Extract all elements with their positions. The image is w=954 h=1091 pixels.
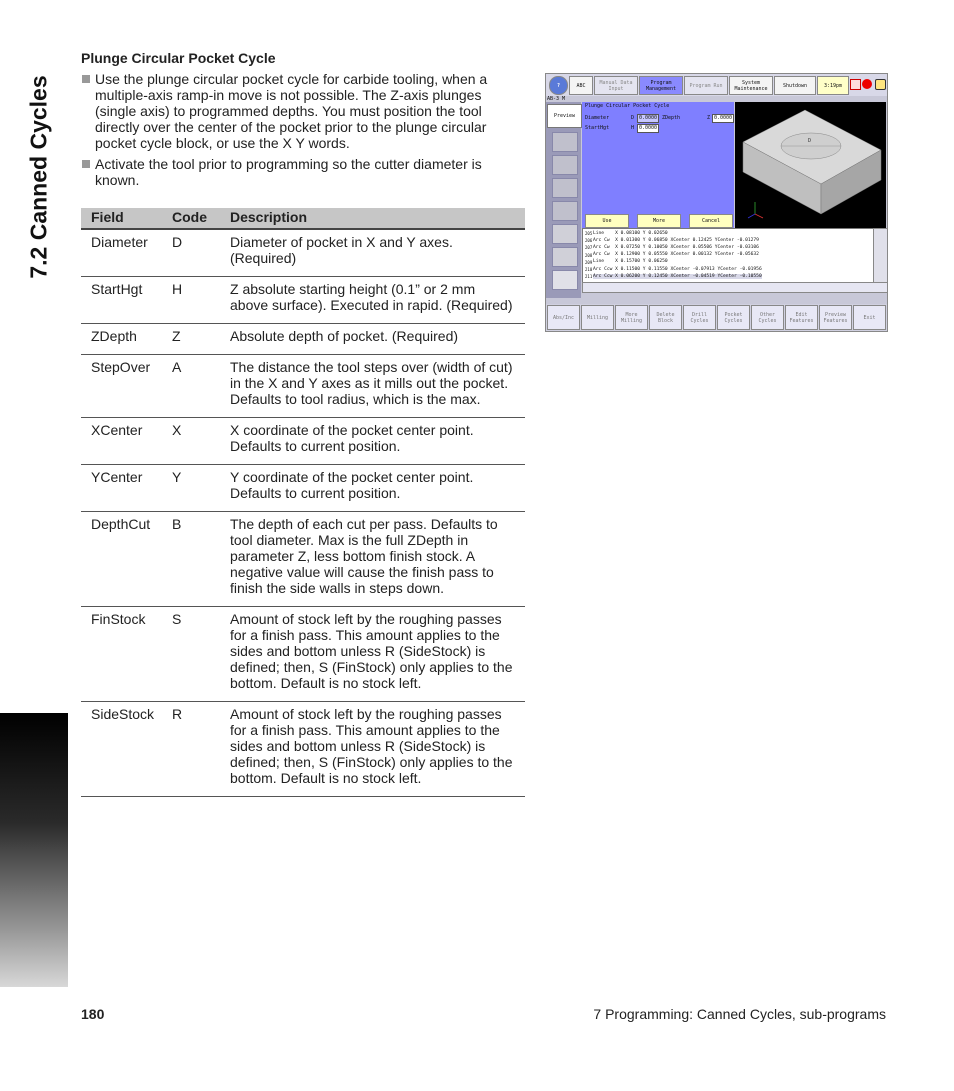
cell-code: Y — [172, 465, 230, 512]
cell-field: YCenter — [81, 465, 172, 512]
table-row — [81, 324, 525, 355]
table-row — [81, 465, 525, 512]
table-row — [81, 512, 525, 607]
view-front-icon[interactable] — [552, 178, 578, 198]
listing-line-number: 208 — [585, 252, 593, 258]
table-header-row — [81, 208, 525, 229]
cell-field: XCenter — [81, 418, 172, 465]
listing-line[interactable]: Arc Ccw X 0.11500 Y 0.11550 XCenter -0.07913 YCenter -0.01956 — [593, 266, 762, 272]
screen-top-bar — [546, 74, 887, 96]
listing-line-number: 206 — [585, 238, 593, 244]
unlock-icon[interactable] — [875, 79, 886, 90]
softkey-button[interactable]: Pocket Cycles — [717, 305, 750, 330]
cell-code: A — [172, 355, 230, 418]
view-top-icon[interactable] — [552, 132, 578, 152]
header-field: Field — [81, 208, 172, 229]
listing-line[interactable]: Arc Ccw X 0.06200 Y 0.12450 XCenter -0.04519 YCenter -0.10550 — [593, 273, 762, 279]
softkey-button[interactable]: Exit — [853, 305, 886, 330]
listing-line-number: 205 — [585, 231, 593, 236]
cell-field: FinStock — [81, 607, 172, 702]
table-row — [81, 607, 525, 702]
table-row — [81, 229, 525, 277]
side-chapter-title: 7.2 Canned Cycles — [25, 75, 52, 279]
system-maintenance-button[interactable]: System Maintenance — [729, 76, 773, 95]
screen-bottom-bar — [546, 304, 887, 331]
page-number: 180 — [81, 1006, 105, 1022]
abc-button[interactable]: ABC — [569, 76, 593, 95]
cell-description: Diameter of pocket in X and Y axes. (Required) — [230, 229, 525, 277]
listing-line[interactable]: Arc Cw X 0.07250 Y 0.10050 XCenter 0.05506 YCenter -0.03106 — [593, 244, 759, 250]
cell-description: The depth of each cut per pass. Defaults to tool diameter. Max is the full ZDepth in parameter Z, less bottom finish stock. A negative value will cause the finish pass to finish the side walls in steps down. — [230, 512, 525, 607]
softkey-button[interactable]: More Milling — [615, 305, 648, 330]
listing-line[interactable]: Line X 0.08100 Y 0.02650 — [593, 230, 668, 236]
screen-side-buttons — [546, 102, 581, 298]
cnc-screen — [545, 73, 888, 332]
mode-indicator: AB-3 M — [547, 96, 566, 102]
cell-description: Y coordinate of the pocket center point. Defaults to current position. — [230, 465, 525, 512]
zoom-out-icon[interactable] — [552, 247, 578, 267]
cell-code: D — [172, 229, 230, 277]
cell-field: SideStock — [81, 702, 172, 797]
zdepth-label: ZDepth — [662, 115, 681, 121]
cell-field: DepthCut — [81, 512, 172, 607]
shutdown-button[interactable]: Shutdown — [774, 76, 816, 95]
bullet-item: Use the plunge circular pocket cycle for carbide tooling, when a multiple-axis ramp-in move is not possible. The Z-axis plunges (single axis) to programmed depths. You must position the tool directly over the center of the pocket prior to the plunge circular pocket cycle block, or use the X Y words. — [81, 71, 525, 151]
edit-icon[interactable] — [552, 270, 578, 290]
program-management-button[interactable]: Program Management — [639, 76, 683, 95]
cell-code: R — [172, 702, 230, 797]
bullet-square-icon — [82, 160, 90, 168]
cell-code: Z — [172, 324, 230, 355]
clock-display: 3:19pm — [817, 76, 849, 95]
section-title: Plunge Circular Pocket Cycle — [81, 50, 276, 66]
diameter-code: D — [631, 115, 635, 121]
softkey-button[interactable]: Abs/Inc — [547, 305, 580, 330]
listing-line-number: 211 — [585, 274, 593, 280]
zdepth-field[interactable]: 0.0000 — [714, 115, 733, 121]
cell-description: Z absolute starting height (0.1” or 2 mm above surface). Executed in rapid. (Required) — [230, 277, 525, 324]
starthgt-code: H — [631, 125, 635, 131]
stop-icon[interactable] — [862, 79, 872, 89]
listing-line-number: 209 — [585, 259, 593, 265]
cell-field: StartHgt — [81, 277, 172, 324]
cell-code: X — [172, 418, 230, 465]
zoom-in-icon[interactable] — [552, 224, 578, 244]
pocket-block-graphic — [735, 102, 886, 228]
listing-horizontal-scrollbar[interactable] — [582, 282, 888, 293]
listing-line-number: 207 — [585, 245, 593, 251]
table-row — [81, 702, 525, 797]
cell-field: ZDepth — [81, 324, 172, 355]
side-gradient-bar — [0, 713, 68, 987]
bullet-square-icon — [82, 75, 90, 83]
cell-description: Amount of stock left by the roughing passes for a finish pass. This amount applies to the sides and bottom unless R (SideStock) is defined; then, S (FinStock) only applies to the bottom. Default is no stock left. — [230, 702, 525, 797]
bullet-item: Activate the tool prior to programming so the cutter diameter is known. — [81, 156, 525, 188]
table-row — [81, 418, 525, 465]
cancel-button[interactable]: Cancel — [689, 214, 733, 228]
listing-line-number: 210 — [585, 267, 593, 272]
use-button[interactable]: Use — [585, 214, 629, 228]
starthgt-label: StartHgt — [585, 125, 610, 131]
zdepth-code: Z — [707, 115, 711, 121]
table-row — [81, 277, 525, 324]
form-title: Plunge Circular Pocket Cycle — [585, 103, 670, 109]
cell-code: H — [172, 277, 230, 324]
softkey-button[interactable]: Milling — [581, 305, 614, 330]
program-run-button[interactable]: Program Run — [684, 76, 728, 95]
more-button[interactable]: More — [637, 214, 681, 228]
chapter-footer: 7 Programming: Canned Cycles, sub-programs — [593, 1006, 886, 1022]
softkey-button[interactable]: Delete Block — [649, 305, 682, 330]
cell-description: The distance the tool steps over (width of cut) in the X and Y axes as it mills out the pocket. Defaults to tool radius, which is the max. — [230, 355, 525, 418]
document-body — [81, 50, 525, 797]
pocket-3d-preview — [735, 102, 886, 228]
cell-description: Amount of stock left by the roughing passes for a finish pass. This amount applies to the sides and bottom unless R (SideStock) is defined; then, S (FinStock) only applies to the bottom. Default is no stock left. — [230, 607, 525, 702]
listing-line[interactable]: Arc Cw X 0.01300 Y 0.06850 XCenter 0.12425 YCenter -0.01279 — [593, 237, 759, 243]
alarm-icon[interactable] — [850, 79, 861, 90]
softkey-button[interactable]: Drill Cycles — [683, 305, 716, 330]
cell-description: X coordinate of the pocket center point. Defaults to current position. — [230, 418, 525, 465]
view-side-icon[interactable] — [552, 201, 578, 221]
cell-field: Diameter — [81, 229, 172, 277]
softkey-button[interactable]: Preview Features — [819, 305, 852, 330]
program-listing — [582, 228, 875, 284]
field-table — [81, 208, 525, 797]
view-iso-icon[interactable] — [552, 155, 578, 175]
preview-button[interactable]: Preview — [547, 104, 582, 128]
diameter-label: Diameter — [585, 115, 610, 121]
help-button[interactable]: ? — [549, 76, 568, 95]
diameter-field[interactable]: 0.0000 — [639, 115, 658, 121]
header-code: Code — [172, 208, 230, 229]
cell-code: B — [172, 512, 230, 607]
listing-vertical-scrollbar[interactable] — [873, 228, 888, 284]
cycle-form — [582, 102, 734, 228]
softkey-button[interactable]: Other Cycles — [751, 305, 784, 330]
table-row — [81, 355, 525, 418]
softkey-button[interactable]: Edit Features — [785, 305, 818, 330]
listing-line[interactable]: Arc Cw X 0.12900 Y 0.05550 XCenter 0.00132 YCenter -0.05632 — [593, 252, 759, 258]
listing-line[interactable]: Line X 0.15700 Y 0.06250 — [593, 259, 668, 265]
header-description: Description — [230, 208, 525, 229]
starthgt-field[interactable]: 0.0000 — [639, 125, 658, 131]
mdi-button[interactable]: Manual Data Input — [594, 76, 638, 95]
cell-code: S — [172, 607, 230, 702]
cell-field: StepOver — [81, 355, 172, 418]
cell-description: Absolute depth of pocket. (Required) — [230, 324, 525, 355]
diameter-callout: D — [808, 138, 812, 144]
